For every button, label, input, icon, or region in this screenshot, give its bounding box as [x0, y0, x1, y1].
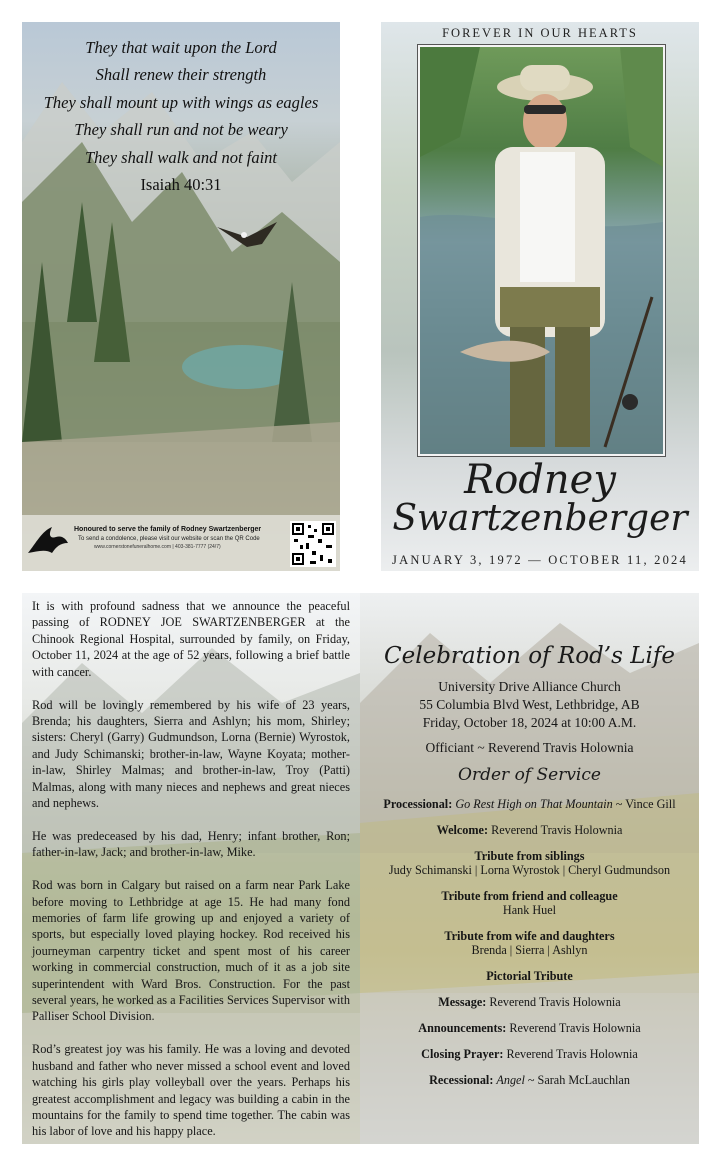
obituary-paragraph: It is with profound sadness that we announce the peaceful passing of RODNEY JOE SWARTZENBERGER at the Chinook Regional Hospital, surrounded by family, on Friday, October 11, 2024 at the age of 52 years, following a brief battle with cancer. [32, 599, 350, 679]
back-cover-panel [22, 22, 340, 571]
verse-line: Shall renew their strength [95, 65, 267, 85]
venue-address: 55 Columbia Blvd West, Lethbridge, AB [419, 697, 640, 712]
footer-contact-text[interactable]: www.cornerstonefuneralhome.com | 403-381-7777 (24/7) [94, 544, 221, 550]
recessional-item [360, 1073, 699, 1087]
siblings-label: Tribute from siblings [474, 849, 585, 863]
celebration-title: Celebration of Rod’s Life [384, 643, 675, 669]
wife-label: Tribute from wife and daughters [444, 929, 615, 943]
obituary-paragraph: Rod will be lovingly remembered by his wife of 23 years, Brenda; his daughters, Sierra and Ashlyn; his mom, Shirley; sisters: Cheryl (Garry) Gudmundson, Lorna (Bernie) Wyrostok, and Judy Schimanski; brother-in-law, Wayne Koyata; mother-in-law, Shirley Malmas; and brother-in-law, Troy (Patti) Malmas, along with many nieces and nephews and great nieces and nephews. [32, 697, 350, 810]
verse-line: They that wait upon the Lord [85, 38, 277, 57]
processional-song: Go Rest High on That Mountain [455, 797, 613, 811]
message-value: Reverend Travis Holownia [486, 995, 621, 1009]
dove-logo-icon [26, 523, 70, 559]
footer-title: Honoured to serve the family of Rodney Swartzenberger [74, 526, 262, 533]
verse-line: They shall walk and not faint [84, 147, 278, 167]
funeral-home-footer [22, 515, 340, 571]
welcome-item [360, 823, 699, 837]
processional-label: Processional: [383, 797, 453, 811]
qr-code[interactable] [290, 521, 336, 567]
announcements-value: Reverend Travis Holownia [506, 1021, 641, 1035]
friend-tribute-value: Hank Huel [502, 903, 557, 917]
message-label: Message: [438, 995, 487, 1009]
officiant: Officiant ~ Reverend Travis Holownia [425, 740, 634, 755]
welcome-value: Reverend Travis Holownia [488, 823, 623, 837]
pictorial-tribute-item [360, 969, 699, 983]
front-cover-panel [381, 22, 699, 571]
verse-reference: Isaiah 40:31 [140, 175, 222, 195]
wife-tribute-value: Brenda | Sierra | Ashlyn [471, 943, 588, 957]
siblings-tribute-value: Judy Schimanski | Lorna Wyrostok | Cheryl Gudmundson [388, 863, 671, 877]
closing-prayer-item [360, 1047, 699, 1061]
siblings-tribute-label [360, 849, 699, 863]
verse-line: They shall run and not be weary [74, 120, 288, 140]
recessional-label: Recessional: [429, 1073, 494, 1087]
obituary-panel [22, 593, 360, 1144]
service-panel [360, 593, 699, 1144]
closing-label: Closing Prayer: [421, 1047, 504, 1061]
footer-condolence-text: To send a condolence, please visit our website or scan the QR Code [78, 536, 260, 542]
message-item [360, 995, 699, 1009]
cover-tagline: FOREVER IN OUR HEARTS [442, 26, 638, 40]
announcements-item [360, 1021, 699, 1035]
pictorial-label: Pictorial Tribute [486, 969, 573, 983]
obituary-paragraph: Rod was born in Calgary but raised on a farm near Park Lake before moving to Lethbridge at age 15. He had many fond memories of farm life growing up and enjoyed a variety of sports, but especially loved playing hockey. Rod received his journeyman carpentry ticket and spent most of his career working in commercial construction, much of it as a job site superintendent with Ward Bros. Construction. For the past several years, he worked as a Facilities Services Supervisor with Palliser School Division. [32, 878, 350, 1024]
announcements-label: Announcements: [418, 1021, 507, 1035]
service-datetime: Friday, October 18, 2024 at 10:00 A.M. [422, 715, 637, 730]
recessional-artist: ~ Sarah McLauchlan [524, 1073, 630, 1087]
recessional-song: Angel [496, 1073, 525, 1087]
venue-name: University Drive Alliance Church [438, 679, 621, 694]
friend-tribute-label [360, 889, 699, 903]
order-of-service-title: Order of Service [458, 765, 601, 785]
welcome-label: Welcome: [436, 823, 489, 837]
verse-block [22, 34, 340, 198]
closing-value: Reverend Travis Holownia [503, 1047, 638, 1061]
last-name: Swartzenberger [392, 498, 688, 539]
wife-tribute-label [360, 929, 699, 943]
friend-label: Tribute from friend and colleague [441, 889, 618, 903]
obituary-text [32, 598, 350, 1144]
first-name: Rodney [464, 457, 616, 503]
processional-artist: ~ Vince Gill [612, 797, 676, 811]
obituary-paragraph: Rod’s greatest joy was his family. He was a loving and devoted husband and father who never missed a school event and loved watching his girls play volleyball over the years. Perhaps his greatest accomplishment and legacy was building a cabin in the mountains for the family to spend time together. The cabin was his labor of love and his happy place. [32, 1042, 350, 1139]
verse-line: They shall mount up with wings as eagles [43, 92, 319, 112]
life-dates: JANUARY 3, 1972 — OCTOBER 11, 2024 [392, 553, 688, 567]
processional-item [360, 797, 699, 811]
obituary-paragraph: He was predeceased by his dad, Henry; infant brother, Ron; father-in-law, Jack; and brother-in-law, Mike. [32, 828, 350, 860]
memorial-photo [418, 45, 665, 456]
